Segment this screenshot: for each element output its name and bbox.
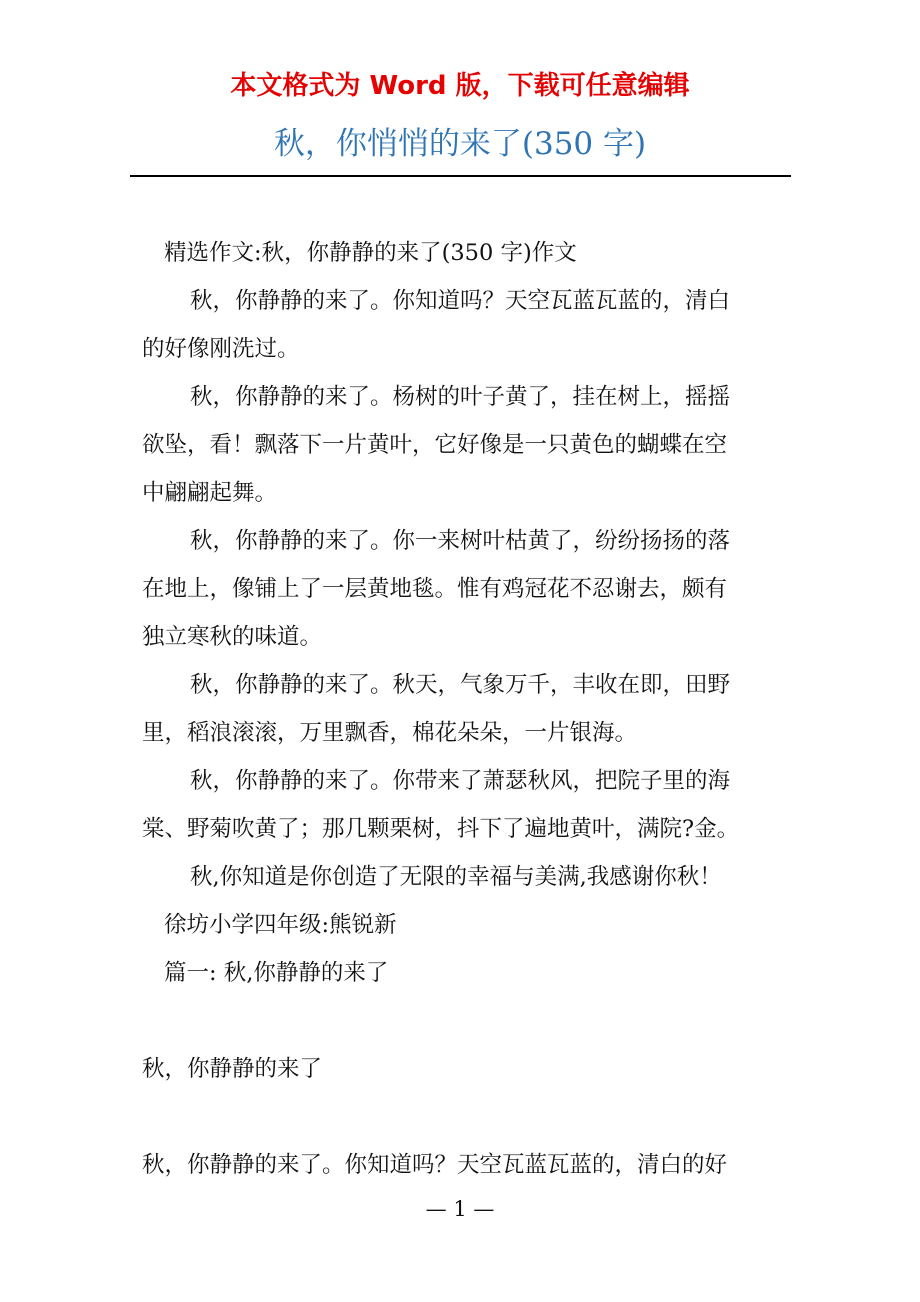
intro-line: 精选作文:秋，你静静的来了(350 字)作文 [164,240,577,266]
section-paragraph-1-line-1: 秋，你静静的来了。你知道吗？天空瓦蓝瓦蓝的，清白的好 [142,1152,728,1178]
paragraph-3-line-1: 秋，你静静的来了。你一来树叶枯黄了，纷纷扬扬的落 [190,528,731,554]
paragraph-2-line-2: 欲坠，看！飘落下一片黄叶，它好像是一只黄色的蝴蝶在空 [142,432,728,458]
paragraph-3-line-3: 独立寒秋的味道。 [142,624,323,650]
title-divider [130,175,791,177]
paragraph-2-line-1: 秋，你静静的来了。杨树的叶子黄了，挂在树上，摇摇 [190,384,731,410]
section-label: 篇一: 秋,你静静的来了 [164,960,389,986]
document-title: 秋，你悄悄的来了(350 字) [273,126,647,162]
author-line: 徐坊小学四年级:熊锐新 [164,912,397,938]
paragraph-2-line-3: 中翩翩起舞。 [142,480,278,506]
section-title: 秋，你静静的来了 [142,1056,323,1082]
paragraph-5-line-1: 秋，你静静的来了。你带来了萧瑟秋风，把院子里的海 [190,768,731,794]
paragraph-1-line-2: 的好像刚洗过。 [142,336,300,362]
paragraph-5-line-2: 棠、野菊吹黄了；那几颗栗树，抖下了遍地黄叶，满院?金。 [142,816,740,842]
paragraph-4-line-2: 里，稻浪滚滚，万里飘香，棉花朵朵，一片银海。 [142,720,638,746]
paragraph-3-line-2: 在地上，像铺上了一层黄地毯。惟有鸡冠花不忍谢去，颇有 [142,576,728,602]
page-number: — 1 — [425,1197,495,1221]
paragraph-1-line-1: 秋，你静静的来了。你知道吗？天空瓦蓝瓦蓝的，清白 [190,288,731,314]
format-notice: 本文格式为 Word 版，下载可任意编辑 [230,71,690,101]
paragraph-6: 秋,你知道是你创造了无限的幸福与美满,我感谢你秋！ [190,864,722,890]
paragraph-4-line-1: 秋，你静静的来了。秋天，气象万千，丰收在即，田野 [190,672,731,698]
